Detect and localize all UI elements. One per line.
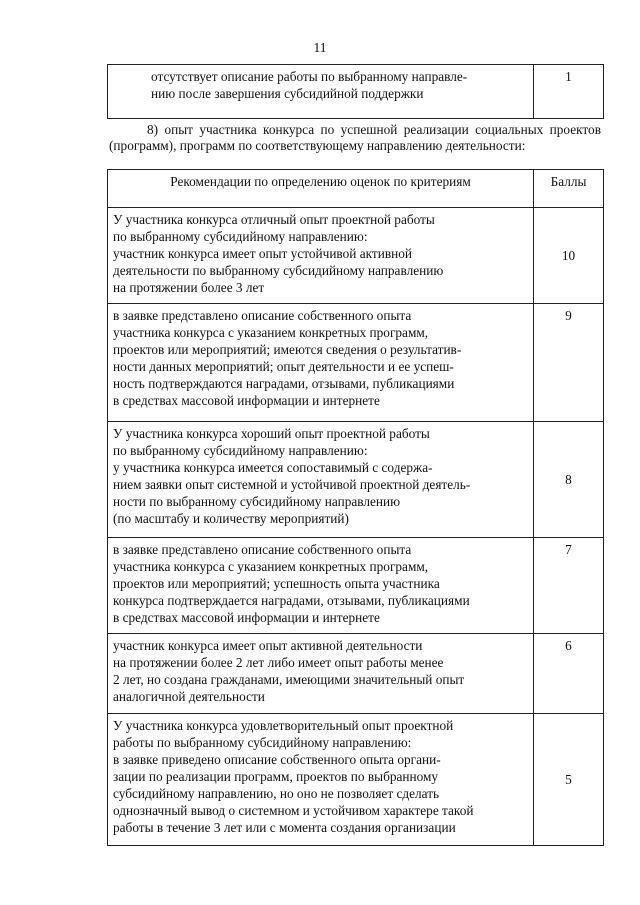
score-cell: 9	[534, 304, 604, 422]
score-cell	[534, 422, 604, 538]
table-header-row	[108, 170, 604, 208]
criteria-text: в заявке представлено описание собственного опыта участника конкурса с указанием конкретных программ, проектов или мероприятий; имеются сведения о результатив- ности данных мероприятий; опыт деятельности и ее успеш- ность подтверждаются наградами, отзывами, публикациями в средствах массовой информации и интернете	[113, 308, 462, 408]
header-criteria: Рекомендации по определению оценок по критериям	[108, 170, 534, 208]
criteria-cell	[108, 65, 534, 119]
score-value: 5	[565, 771, 572, 787]
table-row	[108, 538, 604, 634]
table-row	[108, 634, 604, 714]
criteria-table	[107, 169, 604, 846]
table-row	[108, 304, 604, 422]
score-cell	[534, 714, 604, 846]
page-number: 11	[313, 40, 327, 55]
criteria-text: участник конкурса имеет опыт активной деятельности на протяжении более 2 лет либо имеет опыт работы менее 2 лет, но создана гражданами, имеющими значительный опыт аналогичной деятельности	[113, 638, 465, 704]
criteria-cell	[108, 538, 534, 634]
header-score: Баллы	[534, 170, 604, 208]
table-row	[108, 208, 604, 304]
score-cell: 7	[534, 538, 604, 634]
criteria-text: У участника конкурса удовлетворительный опыт проектной работы по выбранному субсидийному направлению: в заявке приведено описание собственного опыта органи- зации по реализации программ, проектов по выбранному субсидийному направлению, но оно не позволяет сделать однозначный вывод о системном и устойчивом характере такой работы в течение 3 лет или с момента создания организации	[113, 718, 474, 835]
criteria-cell	[108, 304, 534, 422]
previous-criteria-table	[107, 64, 604, 119]
score-cell	[534, 208, 604, 304]
criteria-cell	[108, 422, 534, 538]
criteria-text: У участника конкурса хороший опыт проектной работы по выбранному субсидийному направлению: у участника конкурса имеется сопоставимый с содержа- нием заявки опыт системной и устойчивой проектной деятель- ности по выбранному субсидийному направлению (по масштабу и количеству мероприятий)	[113, 426, 471, 526]
table-row	[108, 65, 604, 119]
criteria-text: отсутствует описание работы по выбранному направле- нию после завершения субсидийной поддержки	[151, 69, 468, 101]
table-row	[108, 714, 604, 846]
section-heading: 8) опыт участника конкурса по успешной реализации социальных проектов (программ), программ по соответствующему направлению деятельности:	[109, 122, 601, 153]
criteria-cell	[108, 634, 534, 714]
score-value: 10	[561, 247, 576, 263]
criteria-text: У участника конкурса отличный опыт проектной работы по выбранному субсидийному направлению: участник конкурса имеет опыт устойчивой активной деятельности по выбранному субсидийному направлению на протяжении более 3 лет	[113, 212, 444, 295]
table-row	[108, 422, 604, 538]
criteria-cell	[108, 714, 534, 846]
score-cell: 6	[534, 634, 604, 714]
score-value: 8	[565, 471, 572, 487]
criteria-cell	[108, 208, 534, 304]
criteria-text: в заявке представлено описание собственного опыта участника конкурса с указанием конкретных программ, проектов или мероприятий; успешность опыта участника конкурса подтверждается наградами, отзывами, публикациями в средствах массовой информации и интернете	[113, 542, 470, 625]
score-cell: 1	[534, 65, 604, 119]
